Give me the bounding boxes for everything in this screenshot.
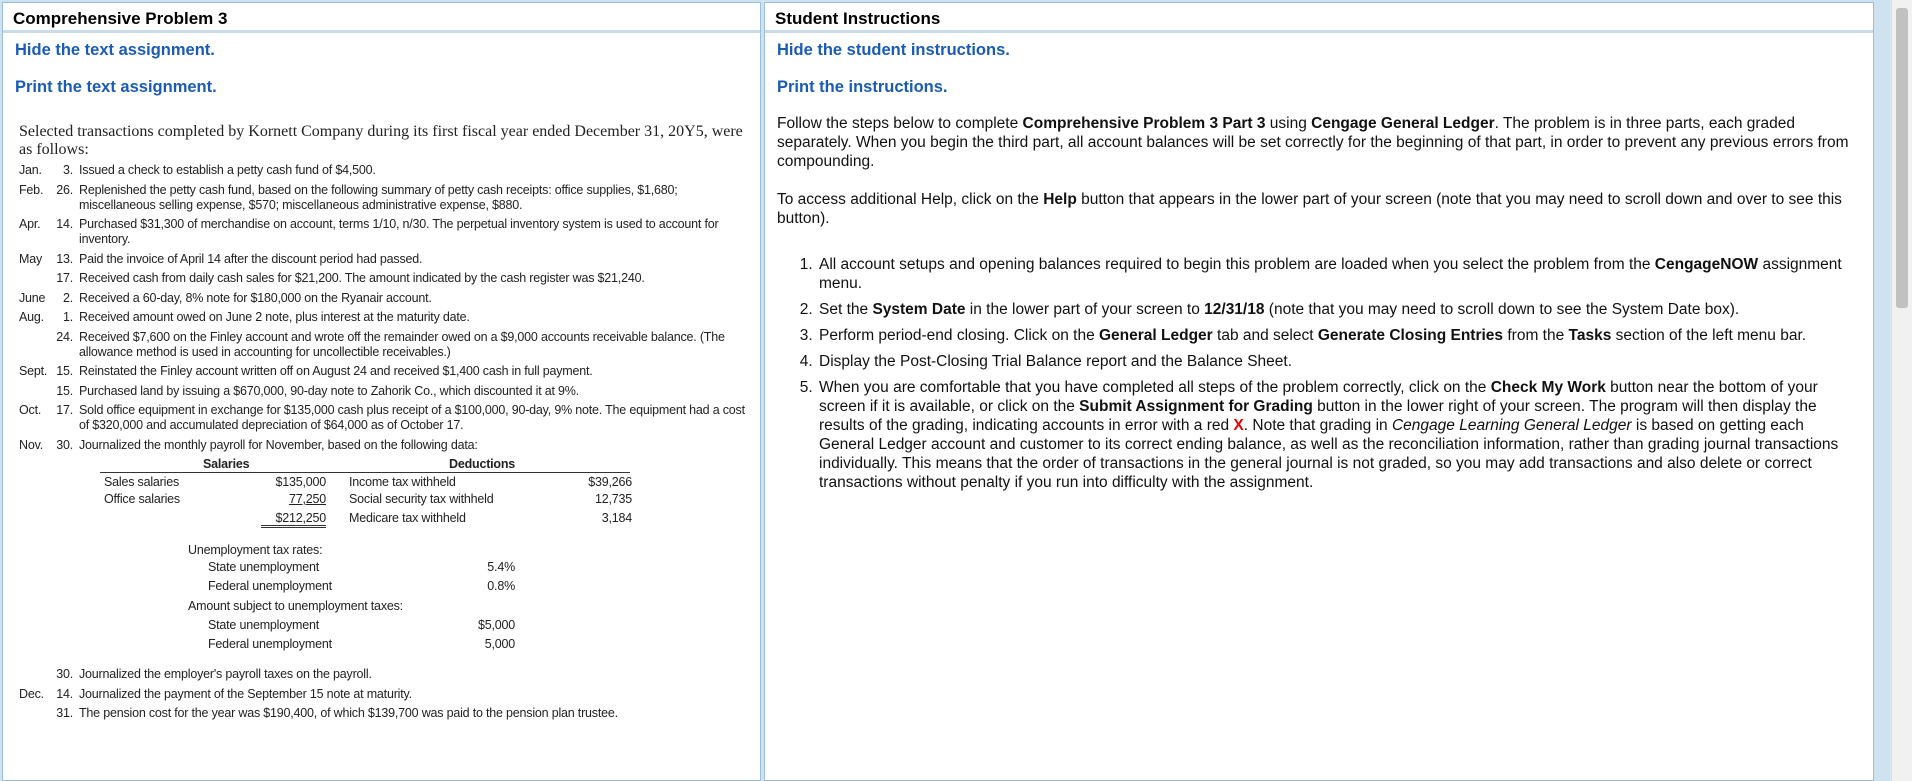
medicare-label: Medicare tax withheld xyxy=(349,511,466,525)
transaction-text: Paid the invoice of April 14 after the discount period had passed. xyxy=(79,251,423,266)
transaction-day: 31. xyxy=(56,706,73,720)
instructions-intro: Follow the steps below to complete Comprehensive Problem 3 Part 3 using Cengage General Ledger. The problem is in three parts, each graded separately. When you begin the third part, all account balances will be set correctly for the beginning of that part, in order to prevent any previous errors from compounding. xyxy=(777,115,1849,170)
transaction-text: Received cash from daily cash sales for $21,200. The amount indicated by the cash register was $21,240. xyxy=(79,271,645,285)
office-salaries-label: Office salaries xyxy=(104,492,180,506)
transaction-month xyxy=(15,667,55,682)
transaction-text: Journalized the employer's payroll taxes on the payroll. xyxy=(79,667,372,681)
transaction-day: 17. xyxy=(56,403,73,417)
transaction-day: 2. xyxy=(62,290,73,305)
medicare-value: 3,184 xyxy=(601,511,632,525)
federal-unemployment-rate-label: Federal unemployment xyxy=(208,579,332,593)
transaction-row xyxy=(15,183,748,213)
transaction-row xyxy=(15,310,748,325)
transaction-month xyxy=(15,271,55,286)
transaction-row xyxy=(15,706,748,721)
print-instructions-link[interactable]: Print the instructions. xyxy=(777,78,948,96)
step-3: 3. Perform period-end closing. Click on the General Ledger tab and select Generate Closing Entries from the Tasks section of the left menu bar. xyxy=(817,326,1861,345)
federal-unemployment-rate: 0.8% xyxy=(487,579,515,593)
income-tax-value: $39,266 xyxy=(588,475,632,489)
transaction-day: 17. xyxy=(56,271,73,285)
transaction-month: Dec. xyxy=(19,686,44,701)
transaction-text: Issued a check to establish a petty cash fund of $4,500. xyxy=(79,163,376,177)
unemployment-rates-label: Unemployment tax rates: xyxy=(188,543,323,557)
transaction-text: Sold office equipment in exchange for $135,000 cash plus receipt of a $100,000, 90-day, 9% note. The equipment had a cost of $320,000 and accumulated depreciation of $64,000 as of October 17. xyxy=(79,403,745,432)
transaction-row xyxy=(15,217,748,247)
office-salaries-value: 77,250 xyxy=(288,492,326,506)
transaction-month: June xyxy=(19,290,46,305)
print-text-assignment-link[interactable]: Print the text assignment. xyxy=(15,78,217,96)
student-instructions-panel xyxy=(764,2,1874,781)
instructions-steps xyxy=(777,255,1861,492)
transaction-text: Purchased land by issuing a $670,000, 90-day note to Zahorik Co., which discounted it at 9%. xyxy=(79,383,579,398)
hide-text-assignment-link[interactable]: Hide the text assignment. xyxy=(15,41,215,59)
transaction-row xyxy=(15,252,748,267)
scrollbar-thumb[interactable] xyxy=(1896,8,1908,308)
textbook-excerpt xyxy=(15,123,748,721)
social-security-label: Social security tax withheld xyxy=(349,492,494,506)
transaction-day: 14. xyxy=(56,217,73,231)
transaction-month: Sept. xyxy=(19,364,48,378)
transaction-list-continued xyxy=(15,667,748,721)
transaction-day: 14. xyxy=(56,686,73,701)
transaction-row xyxy=(15,364,748,379)
text-assignment-panel xyxy=(2,2,761,781)
income-tax-label: Income tax withheld xyxy=(349,475,456,489)
payroll-table xyxy=(15,457,748,667)
instructions-help-note: To access additional Help, click on the Help button that appears in the lower part of your screen (note that you may need to scroll down and over to see this button). xyxy=(777,191,1842,227)
state-amount-value: $5,000 xyxy=(477,618,515,632)
transaction-text: The pension cost for the year was $190,400, of which $139,700 was paid to the pension plan trustee. xyxy=(79,706,618,720)
transaction-text: Received $7,600 on the Finley account and wrote off the remainder owed on a $9,000 accounts receivable balance. (The allowance method is used in accounting for uncollectible receivables.) xyxy=(79,329,725,359)
total-salaries-value: $212,250 xyxy=(261,511,326,528)
instructions-body xyxy=(777,114,1861,492)
transaction-month: Oct. xyxy=(19,403,42,417)
vertical-scrollbar[interactable] xyxy=(1891,0,1912,781)
step-2: 2. Set the System Date in the lower part of your screen to 12/31/18 (note that you may need to scroll down to see the System Date box). xyxy=(817,300,1861,319)
transaction-row xyxy=(15,330,748,360)
transaction-row xyxy=(15,291,748,306)
transaction-month: Apr. xyxy=(19,217,41,231)
state-unemployment-rate-label: State unemployment xyxy=(208,560,320,574)
transaction-row xyxy=(15,687,748,702)
transaction-text: Journalized the payment of the September 15 note at maturity. xyxy=(79,686,412,701)
transaction-row xyxy=(15,271,748,286)
transaction-text: Received amount owed on June 2 note, plus interest at the maturity date. xyxy=(79,310,470,324)
error-x-marker: X xyxy=(1233,417,1244,434)
transaction-row xyxy=(15,163,748,178)
deductions-header: Deductions xyxy=(449,457,516,471)
transaction-day: 13. xyxy=(56,251,73,266)
transaction-day: 26. xyxy=(56,182,73,197)
student-instructions-title: Student Instructions xyxy=(765,3,1873,33)
transaction-day: 30. xyxy=(56,667,73,681)
step-4: 4. Display the Post-Closing Trial Balance report and the Balance Sheet. xyxy=(817,352,1861,371)
step-1: 1. All account setups and opening balances required to begin this problem are loaded when you select the problem from the CengageNOW assignment menu. xyxy=(817,255,1861,293)
table-rule xyxy=(100,472,630,473)
transaction-row xyxy=(15,403,748,433)
transaction-row xyxy=(15,667,748,682)
transaction-month: Feb. xyxy=(19,182,44,197)
transaction-text: Journalized the monthly payroll for November, based on the following data: xyxy=(79,437,478,452)
transaction-day: 24. xyxy=(56,329,73,344)
transaction-text: Reinstated the Finley account written off on August 24 and received $1,400 cash in full payment. xyxy=(79,364,593,378)
transaction-day: 15. xyxy=(56,364,73,378)
transaction-month: May xyxy=(19,251,43,266)
transaction-row xyxy=(15,438,748,453)
step-5: 5. When you are comfortable that you have completed all steps of the problem correctly, click on the Check My Work button near the bottom of your screen if it is available, or click on the Submit Assignment for Grading button in the lower right of your screen. The program will then display the results of the grading, indicating accounts in error with a red X. Note that grading in Cengage Learning General Ledger is based on getting each General Ledger account and customer to its correct ending balance, as well as the reconciliation information, rather than grading journal transactions individually. This means that the order of transactions in the general journal is not graded, so you may add transactions and also delete or correct transactions without penalty if you run into difficulty with the assignment. xyxy=(817,378,1861,492)
transaction-month: Nov. xyxy=(19,437,43,452)
text-assignment-title: Comprehensive Problem 3 xyxy=(3,3,760,33)
problem-intro: Selected transactions completed by Kornett Company during its first fiscal year ended December 31, 20Y5, were as follows: xyxy=(19,123,743,158)
transaction-day: 30. xyxy=(56,437,73,452)
transaction-day: 3. xyxy=(62,163,73,177)
transaction-month: Aug. xyxy=(19,310,44,324)
transaction-month: Jan. xyxy=(19,163,42,177)
transaction-day: 15. xyxy=(56,383,73,398)
transaction-text: Replenished the petty cash fund, based on the following summary of petty cash receipts: office supplies, $1,680; miscellaneous selling expense, $570; miscellaneous administrative expense, $880. xyxy=(79,182,678,212)
transaction-month xyxy=(15,706,55,721)
social-security-value: 12,735 xyxy=(594,492,632,506)
transaction-month xyxy=(15,330,55,360)
transaction-text: Purchased $31,300 of merchandise on account, terms 1/10, n/30. The perpetual inventory system is used to account for inventory. xyxy=(79,217,719,246)
transaction-month xyxy=(15,384,55,399)
transaction-list xyxy=(15,163,748,453)
salaries-header: Salaries xyxy=(203,457,250,471)
hide-student-instructions-link[interactable]: Hide the student instructions. xyxy=(777,41,1010,59)
sales-salaries-label: Sales salaries xyxy=(104,475,180,489)
transaction-text: Received a 60-day, 8% note for $180,000 on the Ryanair account. xyxy=(79,290,432,305)
amount-subject-label: Amount subject to unemployment taxes: xyxy=(188,599,403,613)
federal-amount-value: 5,000 xyxy=(484,637,515,651)
state-unemployment-rate: 5.4% xyxy=(487,560,515,574)
state-amount-label: State unemployment xyxy=(208,618,320,632)
federal-amount-label: Federal unemployment xyxy=(208,637,332,651)
transaction-day: 1. xyxy=(62,310,73,324)
sales-salaries-value: $135,000 xyxy=(275,475,326,489)
transaction-row xyxy=(15,384,748,399)
